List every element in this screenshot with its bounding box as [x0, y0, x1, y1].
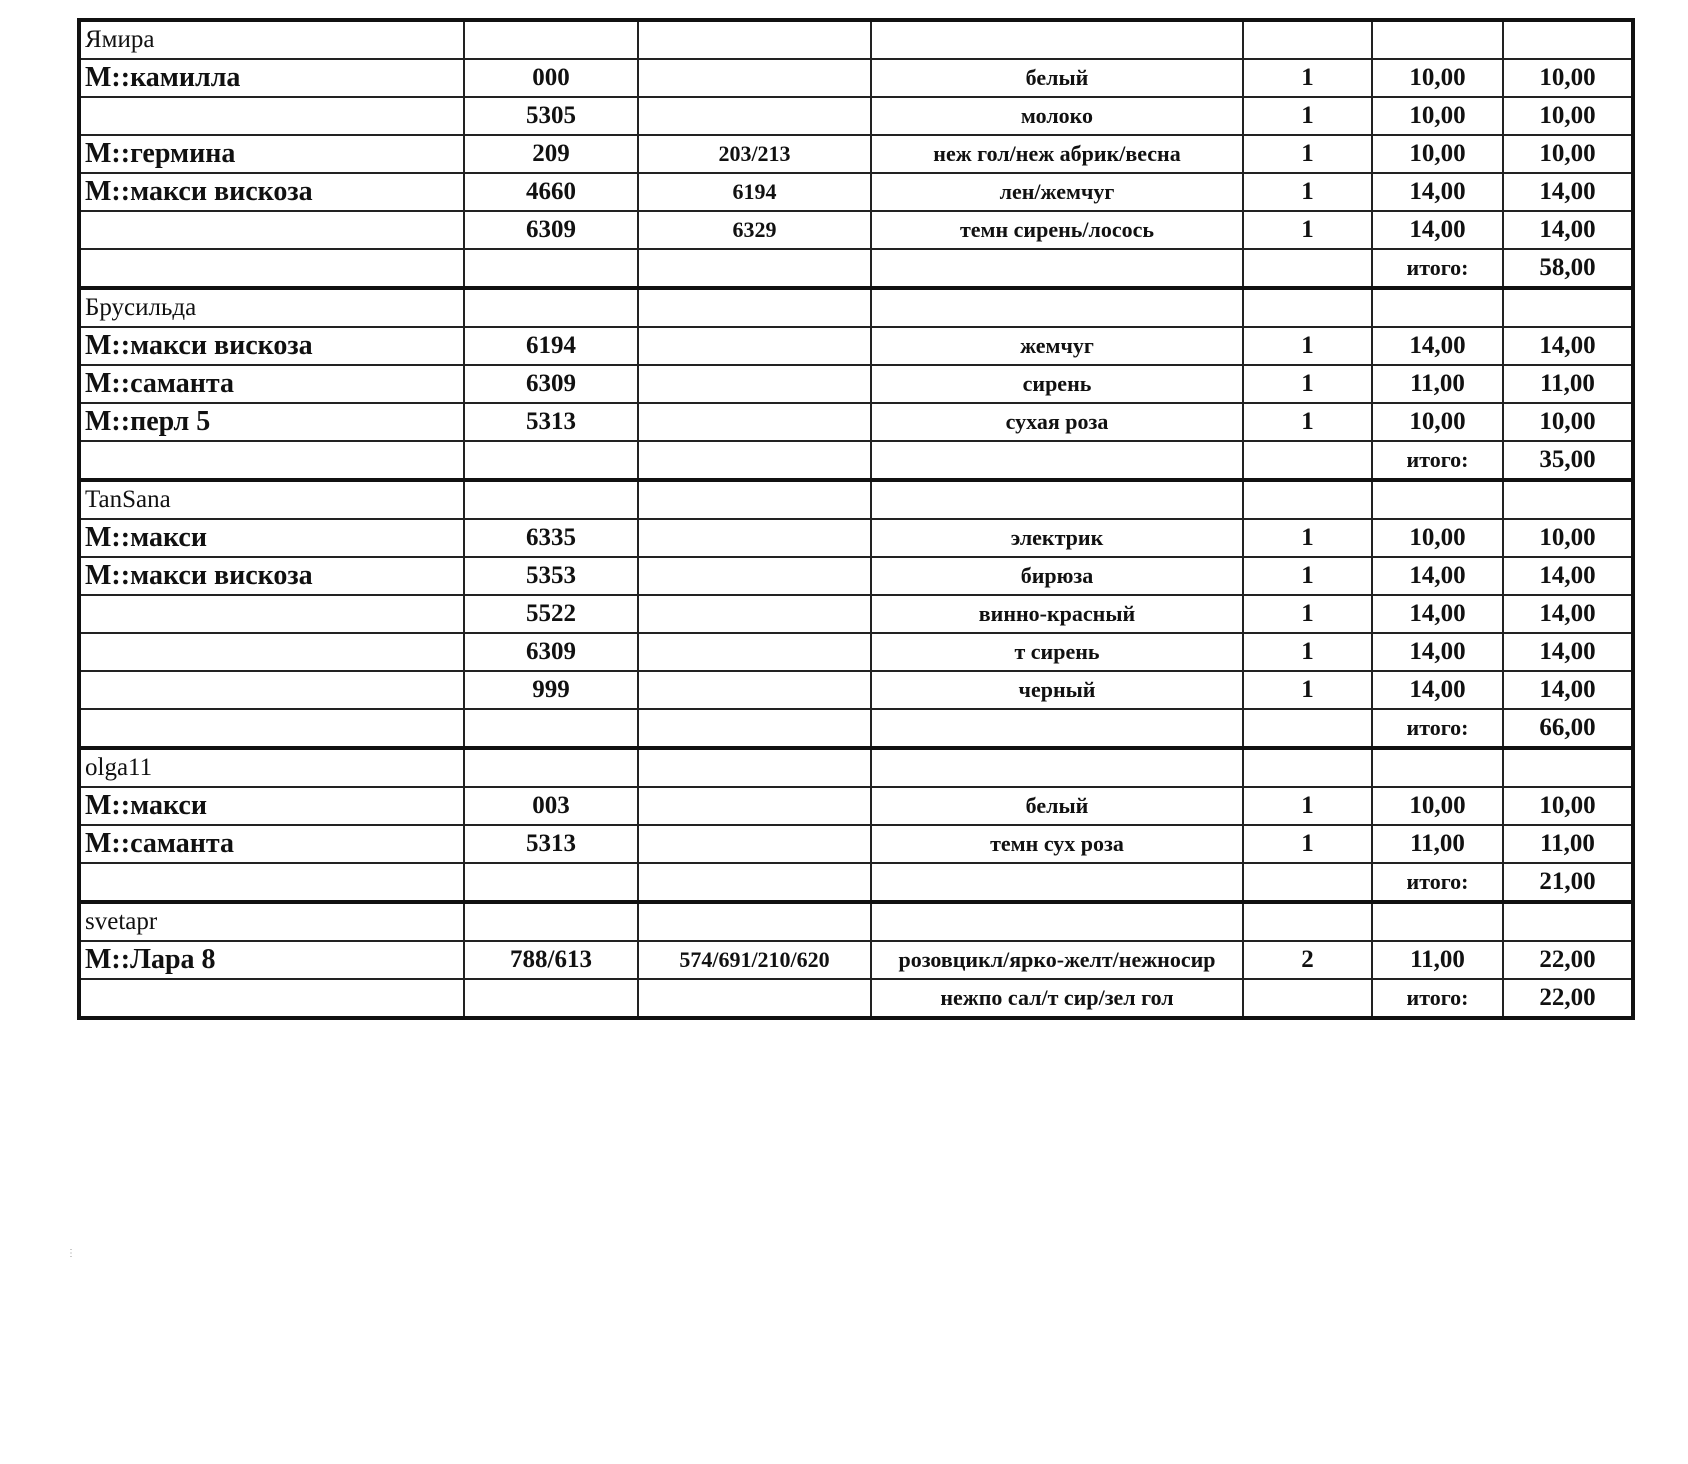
color-cell: белый — [871, 787, 1243, 825]
total-note-cell — [871, 709, 1243, 748]
qty-cell: 1 — [1243, 365, 1372, 403]
total-row — [79, 441, 1633, 480]
code-cell: 5305 — [464, 97, 638, 135]
customer-name: TanSana — [79, 480, 464, 519]
color-cell: неж гол/неж абрик/весна — [871, 135, 1243, 173]
sum-cell: 10,00 — [1503, 519, 1633, 557]
table-row — [79, 97, 1633, 135]
empty-cell — [1243, 863, 1372, 902]
code-cell: 6309 — [464, 365, 638, 403]
group-header-row — [79, 480, 1633, 519]
color-cell: сирень — [871, 365, 1243, 403]
empty-cell — [1372, 748, 1503, 787]
empty-cell — [79, 979, 464, 1018]
qty-cell: 1 — [1243, 671, 1372, 709]
customer-name: olga11 — [79, 748, 464, 787]
empty-cell — [1503, 748, 1633, 787]
code-cell: 000 — [464, 59, 638, 97]
code-cell: 209 — [464, 135, 638, 173]
qty-cell: 1 — [1243, 59, 1372, 97]
product-cell — [79, 671, 464, 709]
code-cell: 6194 — [464, 327, 638, 365]
total-note-cell — [871, 441, 1243, 480]
product-cell — [79, 595, 464, 633]
price-cell: 11,00 — [1372, 365, 1503, 403]
color-cell: лен/жемчуг — [871, 173, 1243, 211]
price-cell: 10,00 — [1372, 97, 1503, 135]
color-cell: сухая роза — [871, 403, 1243, 441]
empty-cell — [79, 441, 464, 480]
empty-cell — [1503, 902, 1633, 941]
qty-cell: 1 — [1243, 211, 1372, 249]
code2-cell — [638, 825, 871, 863]
sum-cell: 10,00 — [1503, 787, 1633, 825]
total-note-cell: нежпо сал/т сир/зел гол — [871, 979, 1243, 1018]
scan-speck: ⋮ — [66, 1248, 76, 1259]
product-cell: M::гермина — [79, 135, 464, 173]
qty-cell: 1 — [1243, 519, 1372, 557]
sum-cell: 10,00 — [1503, 403, 1633, 441]
sum-cell: 10,00 — [1503, 135, 1633, 173]
empty-cell — [79, 863, 464, 902]
empty-cell — [638, 748, 871, 787]
total-note-cell — [871, 249, 1243, 288]
empty-cell — [638, 249, 871, 288]
group-header-row — [79, 288, 1633, 327]
total-row — [79, 979, 1633, 1018]
color-cell: винно-красный — [871, 595, 1243, 633]
total-value: 22,00 — [1503, 979, 1633, 1018]
code-cell: 5313 — [464, 403, 638, 441]
empty-cell — [871, 20, 1243, 59]
total-value: 66,00 — [1503, 709, 1633, 748]
sum-cell: 14,00 — [1503, 327, 1633, 365]
total-note-cell — [871, 863, 1243, 902]
price-cell: 10,00 — [1372, 403, 1503, 441]
table-row — [79, 595, 1633, 633]
table-row — [79, 825, 1633, 863]
product-cell: M::макси вискоза — [79, 327, 464, 365]
code2-cell: 574/691/210/620 — [638, 941, 871, 979]
empty-cell — [638, 288, 871, 327]
sum-cell: 14,00 — [1503, 557, 1633, 595]
empty-cell — [1243, 249, 1372, 288]
empty-cell — [1503, 288, 1633, 327]
product-cell: M::Лара 8 — [79, 941, 464, 979]
table-row — [79, 787, 1633, 825]
code2-cell — [638, 519, 871, 557]
empty-cell — [464, 709, 638, 748]
total-row — [79, 249, 1633, 288]
table-row — [79, 403, 1633, 441]
code-cell: 4660 — [464, 173, 638, 211]
empty-cell — [1243, 748, 1372, 787]
price-cell: 14,00 — [1372, 557, 1503, 595]
code-cell: 5522 — [464, 595, 638, 633]
empty-cell — [464, 20, 638, 59]
code-cell: 788/613 — [464, 941, 638, 979]
group-header-row — [79, 748, 1633, 787]
qty-cell: 1 — [1243, 557, 1372, 595]
code2-cell — [638, 787, 871, 825]
table-row — [79, 365, 1633, 403]
empty-cell — [1372, 288, 1503, 327]
empty-cell — [464, 863, 638, 902]
empty-cell — [638, 709, 871, 748]
empty-cell — [1372, 480, 1503, 519]
table-row — [79, 941, 1633, 979]
code2-cell — [638, 671, 871, 709]
empty-cell — [1243, 979, 1372, 1018]
empty-cell — [638, 480, 871, 519]
table-row — [79, 135, 1633, 173]
sum-cell: 14,00 — [1503, 671, 1633, 709]
code-cell: 003 — [464, 787, 638, 825]
empty-cell — [464, 288, 638, 327]
sum-cell: 11,00 — [1503, 825, 1633, 863]
qty-cell: 1 — [1243, 595, 1372, 633]
price-cell: 10,00 — [1372, 135, 1503, 173]
price-cell: 14,00 — [1372, 633, 1503, 671]
empty-cell — [638, 863, 871, 902]
price-cell: 14,00 — [1372, 173, 1503, 211]
price-cell: 11,00 — [1372, 941, 1503, 979]
sum-cell: 14,00 — [1503, 633, 1633, 671]
empty-cell — [1243, 902, 1372, 941]
empty-cell — [1503, 480, 1633, 519]
price-cell: 14,00 — [1372, 327, 1503, 365]
code2-cell — [638, 327, 871, 365]
color-cell: т сирень — [871, 633, 1243, 671]
product-cell: M::саманта — [79, 825, 464, 863]
empty-cell — [871, 288, 1243, 327]
group-header-row — [79, 20, 1633, 59]
empty-cell — [79, 709, 464, 748]
product-cell — [79, 633, 464, 671]
sum-cell: 14,00 — [1503, 211, 1633, 249]
product-cell: M::макси вискоза — [79, 557, 464, 595]
empty-cell — [1243, 20, 1372, 59]
empty-cell — [79, 249, 464, 288]
price-cell: 14,00 — [1372, 671, 1503, 709]
total-label: итого: — [1372, 441, 1503, 480]
empty-cell — [1243, 709, 1372, 748]
sum-cell: 14,00 — [1503, 173, 1633, 211]
empty-cell — [464, 249, 638, 288]
empty-cell — [464, 441, 638, 480]
code2-cell — [638, 97, 871, 135]
table-row — [79, 633, 1633, 671]
color-cell: черный — [871, 671, 1243, 709]
table-row — [79, 211, 1633, 249]
total-label: итого: — [1372, 709, 1503, 748]
code-cell: 5353 — [464, 557, 638, 595]
price-cell: 14,00 — [1372, 211, 1503, 249]
color-cell: белый — [871, 59, 1243, 97]
total-label: итого: — [1372, 249, 1503, 288]
product-cell — [79, 211, 464, 249]
qty-cell: 1 — [1243, 327, 1372, 365]
price-cell: 11,00 — [1372, 825, 1503, 863]
color-cell: темн сух роза — [871, 825, 1243, 863]
sum-cell: 10,00 — [1503, 97, 1633, 135]
customer-name: svetapr — [79, 902, 464, 941]
empty-cell — [464, 480, 638, 519]
customer-name: Брусильда — [79, 288, 464, 327]
color-cell: темн сирень/лосось — [871, 211, 1243, 249]
empty-cell — [1372, 902, 1503, 941]
sum-cell: 11,00 — [1503, 365, 1633, 403]
empty-cell — [871, 748, 1243, 787]
code-cell: 6309 — [464, 633, 638, 671]
price-cell: 10,00 — [1372, 59, 1503, 97]
total-value: 21,00 — [1503, 863, 1633, 902]
qty-cell: 1 — [1243, 135, 1372, 173]
empty-cell — [871, 480, 1243, 519]
total-value: 58,00 — [1503, 249, 1633, 288]
code-cell: 999 — [464, 671, 638, 709]
table-row — [79, 327, 1633, 365]
qty-cell: 2 — [1243, 941, 1372, 979]
product-cell: M::макси — [79, 787, 464, 825]
code2-cell — [638, 365, 871, 403]
product-cell: M::перл 5 — [79, 403, 464, 441]
group-header-row — [79, 902, 1633, 941]
sum-cell: 14,00 — [1503, 595, 1633, 633]
table-row — [79, 671, 1633, 709]
empty-cell — [1372, 20, 1503, 59]
order-table — [77, 18, 1635, 1020]
empty-cell — [638, 979, 871, 1018]
table-row — [79, 519, 1633, 557]
total-row — [79, 863, 1633, 902]
code-cell: 5313 — [464, 825, 638, 863]
sum-cell: 10,00 — [1503, 59, 1633, 97]
qty-cell: 1 — [1243, 787, 1372, 825]
code2-cell: 6329 — [638, 211, 871, 249]
color-cell: жемчуг — [871, 327, 1243, 365]
code2-cell — [638, 59, 871, 97]
qty-cell: 1 — [1243, 633, 1372, 671]
price-cell: 14,00 — [1372, 595, 1503, 633]
customer-name: Ямира — [79, 20, 464, 59]
code2-cell — [638, 557, 871, 595]
price-cell: 10,00 — [1372, 519, 1503, 557]
empty-cell — [1503, 20, 1633, 59]
qty-cell: 1 — [1243, 825, 1372, 863]
product-cell: M::макси вискоза — [79, 173, 464, 211]
qty-cell: 1 — [1243, 403, 1372, 441]
empty-cell — [1243, 441, 1372, 480]
code2-cell: 6194 — [638, 173, 871, 211]
color-cell: электрик — [871, 519, 1243, 557]
code2-cell — [638, 595, 871, 633]
empty-cell — [638, 902, 871, 941]
total-row — [79, 709, 1633, 748]
empty-cell — [638, 20, 871, 59]
empty-cell — [464, 748, 638, 787]
empty-cell — [1243, 480, 1372, 519]
table-row — [79, 173, 1633, 211]
code-cell: 6309 — [464, 211, 638, 249]
empty-cell — [464, 979, 638, 1018]
code-cell: 6335 — [464, 519, 638, 557]
product-cell: M::камилла — [79, 59, 464, 97]
empty-cell — [638, 441, 871, 480]
qty-cell: 1 — [1243, 97, 1372, 135]
table-row — [79, 59, 1633, 97]
empty-cell — [464, 902, 638, 941]
total-label: итого: — [1372, 863, 1503, 902]
code2-cell: 203/213 — [638, 135, 871, 173]
total-value: 35,00 — [1503, 441, 1633, 480]
sum-cell: 22,00 — [1503, 941, 1633, 979]
product-cell — [79, 97, 464, 135]
empty-cell — [871, 902, 1243, 941]
color-cell: молоко — [871, 97, 1243, 135]
product-cell: M::саманта — [79, 365, 464, 403]
code2-cell — [638, 403, 871, 441]
total-label: итого: — [1372, 979, 1503, 1018]
price-cell: 10,00 — [1372, 787, 1503, 825]
color-cell: розовцикл/ярко-желт/нежносир — [871, 941, 1243, 979]
table-row — [79, 557, 1633, 595]
code2-cell — [638, 633, 871, 671]
empty-cell — [1243, 288, 1372, 327]
qty-cell: 1 — [1243, 173, 1372, 211]
color-cell: бирюза — [871, 557, 1243, 595]
product-cell: M::макси — [79, 519, 464, 557]
